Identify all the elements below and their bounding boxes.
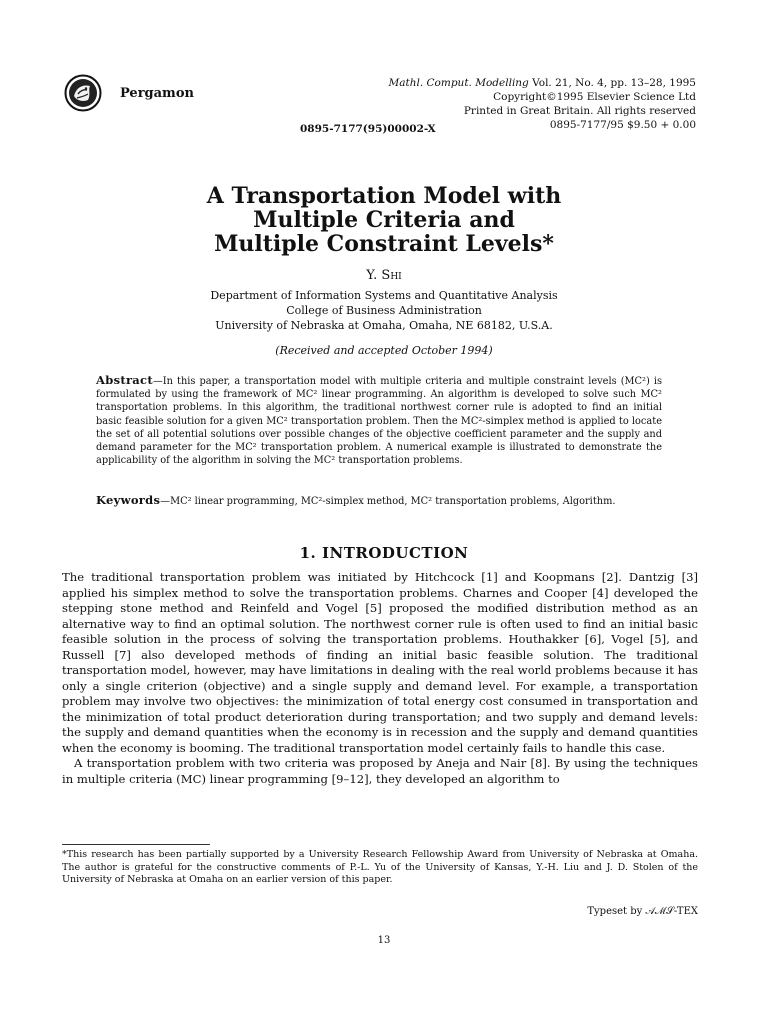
footnote: *This research has been partially supported by a University Research Fellowship Award from University of Nebraska at Omaha. The author is grateful for the constructive comments of P.-L. Yu of the University of Kansas, Y.-H. Liu and J. D. Stolen of the University of Nebraska at Omaha on an earlier version of this paper. <box>62 849 698 885</box>
keywords-block <box>96 494 662 508</box>
journal-name: Mathl. Comput. Modelling <box>388 77 529 89</box>
author-name <box>0 268 768 283</box>
received-date: (Received and accepted October 1994) <box>275 344 493 357</box>
printed-line: Printed in Great Britain. All rights reserved <box>463 105 696 117</box>
introduction-body <box>62 570 698 787</box>
page-number: 13 <box>377 935 391 946</box>
paper-title <box>0 184 768 256</box>
author-affiliation <box>0 288 768 333</box>
section-heading: 1. INTRODUCTION <box>299 544 469 562</box>
journal-citation <box>389 76 697 90</box>
copyright-line: Copyright©1995 Elsevier Science Ltd <box>493 91 696 103</box>
typeset-note: Typeset by 𝒜ℳ𝒮-TEX <box>587 906 698 917</box>
title-line-1: A Transportation Model with <box>206 183 562 209</box>
price-line: 0895-7177/95 $9.50 + 0.00 <box>549 119 696 131</box>
title-line-2: Multiple Criteria and <box>253 207 515 233</box>
title-line-3: Multiple Constraint Levels* <box>214 231 554 257</box>
affiliation-line-2: College of Business Administration <box>286 304 482 317</box>
author-initial: Y. <box>366 268 382 283</box>
affiliation-line-3: University of Nebraska at Omaha, Omaha, NE 68182, U.S.A. <box>215 319 553 332</box>
author-surname: Shi <box>381 268 402 283</box>
keywords-label: Keywords <box>96 493 161 507</box>
body-paragraph-1: The traditional transportation problem was initiated by Hitchcock [1] and Koopmans [2]. Dantzig [3] applied his simplex method to solve the transportation problems. Charnes and Cooper [4] developed the stepping stone method and Reinfeld and Vogel [5] proposed the modified distribution method as an alternative way to find an optimal solution. The northwest corner rule is often used to find an initial basic feasible solution in the process of solving the transportation problems. Houthakker [6], Vogel [5], and Russell [7] also developed methods of finding an initial basic feasible solution. The traditional transportation model, however, may have limitations in dealing with the real world problems because it has only a single criterion (objective) and a single supply and demand level. For example, a transportation problem may involve two objectives: the minimization of total energy cost consumed in transportation and the minimization of total product deterioration during transportation; and two supply and demand levels: the supply and demand quantities when the economy is in recession and the supply and demand quantities when the economy is booming. The traditional transportation model certainly fails to handle this case. <box>62 570 698 755</box>
abstract-text: —In this paper, a transportation model with multiple criteria and multiple constraint levels (MC²) is formulated by using the framework of MC² linear programming. An algorithm is developed to solve such MC² transportation problems. In this algorithm, the traditional northwest corner rule is adopted to find an initial basic feasible solution for a given MC² transportation problem. Then the MC²-simplex method is applied to locate the set of all potential solutions over possible changes of the objective coefficient parameter and the supply and demand parameter for the MC² transportation problem. A numerical example is illustrated to demonstrate the applicability of the algorithm in solving the MC² transportation problems. <box>96 376 662 467</box>
abstract-block <box>96 374 662 467</box>
body-paragraph-2: A transportation problem with two criteria was proposed by Aneja and Nair [8]. By using the techniques in multiple criteria (MC) linear programming [9–12], they developed an algorithm to <box>62 756 698 786</box>
article-doi: 0895-7177(95)00002-X <box>300 123 436 135</box>
footnote-rule <box>62 844 210 845</box>
abstract-label: Abstract <box>96 373 153 387</box>
publisher-logo <box>64 74 102 112</box>
keywords-text: —MC² linear programming, MC²-simplex method, MC² transportation problems, Algorithm. <box>160 496 616 507</box>
affiliation-line-1: Department of Information Systems and Quantitative Analysis <box>210 289 558 302</box>
journal-details: Vol. 21, No. 4, pp. 13–28, 1995 <box>528 77 696 89</box>
publisher-name: Pergamon <box>120 86 194 101</box>
